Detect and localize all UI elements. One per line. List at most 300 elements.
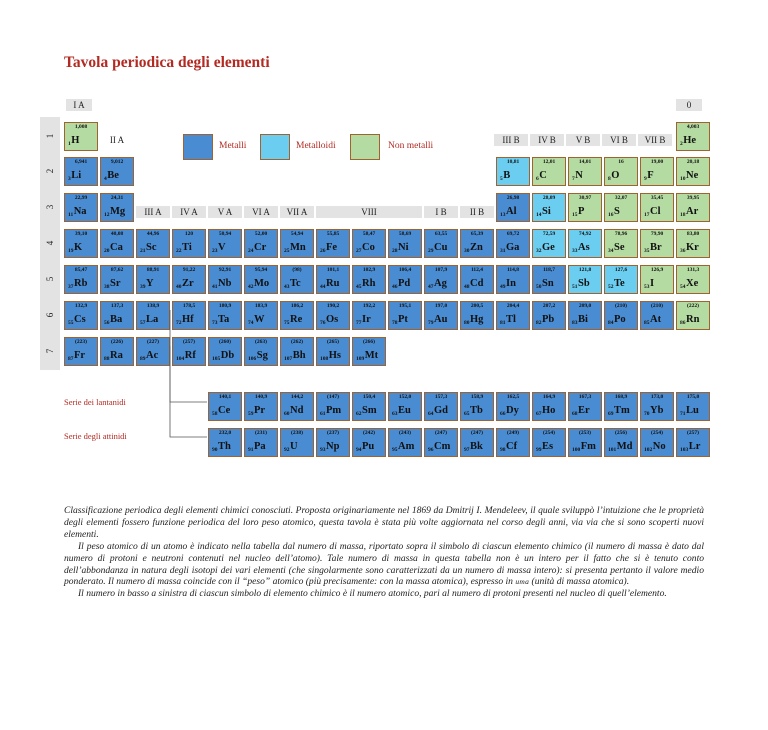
element-symbol-text: Es xyxy=(542,441,554,452)
element-atomic-number: 65 xyxy=(464,411,470,417)
element-mass: 14,01 xyxy=(578,159,592,165)
element-mass: (253) xyxy=(579,430,591,436)
element-atomic-number: 102 xyxy=(644,447,653,453)
element-atomic-number: 13 xyxy=(500,212,506,218)
element-symbol-text: U xyxy=(290,441,298,452)
element-atomic-number: 17 xyxy=(644,212,650,218)
element-mass: 132,9 xyxy=(74,303,88,309)
element-mass: 35,45 xyxy=(650,195,664,201)
element-atomic-number: 40 xyxy=(176,284,182,290)
element-mass: 157,3 xyxy=(434,394,448,400)
group-header-ivb: IV B xyxy=(530,134,564,146)
element-mass: 150,4 xyxy=(362,394,376,400)
element-symbol-text: Cs xyxy=(74,314,86,325)
element-mass: (265) xyxy=(327,339,339,345)
element-atomic-number: 31 xyxy=(500,248,506,254)
element-atomic-number: 76 xyxy=(320,320,326,326)
element-atomic-number: 84 xyxy=(608,320,614,326)
element-atomic-number: 19 xyxy=(68,248,74,254)
element-mass: (238) xyxy=(291,430,303,436)
element-symbol-text: Tm xyxy=(614,405,630,416)
element-symbol-text: Hf xyxy=(182,314,194,325)
group-header-iiib: III B xyxy=(494,134,528,146)
element-mass: 137,3 xyxy=(110,303,124,309)
element-mass: 197,0 xyxy=(434,303,448,309)
element-atomic-number: 30 xyxy=(464,248,470,254)
element-mass: 30,97 xyxy=(578,195,592,201)
element-atomic-number: 87 xyxy=(68,356,74,362)
element-atomic-number: 80 xyxy=(464,320,470,326)
element-symbol-text: Hs xyxy=(328,350,342,361)
caption-paragraph-1: Classificazione periodica degli elementi chimici conosciuti. Proposta originariamente nel 1869 da Dmitrij I. Mendeleev, il quale sviluppò l’intuizione che le proprietà degli elementi fossero funzione periodica del loro peso atomico, questa tavola è stata più volte aggiornata nel corso degli anni, via via che si sono scoperti nuovi elementi. xyxy=(64,505,704,540)
element-symbol-text: Ra xyxy=(110,350,123,361)
element-atomic-number: 94 xyxy=(356,447,362,453)
element-symbol-text: Bi xyxy=(578,314,588,325)
element-mass: 58,47 xyxy=(362,231,376,237)
element-mass: (247) xyxy=(471,430,483,436)
element-symbol-text: Pu xyxy=(362,441,375,452)
element-atomic-number: 29 xyxy=(428,248,434,254)
element-symbol-text: Np xyxy=(326,441,340,452)
element-symbol-text: Na xyxy=(73,206,87,217)
element-symbol-text: Fr xyxy=(74,350,86,361)
element-atomic-number: 33 xyxy=(572,248,578,254)
element-mass: 195,1 xyxy=(398,303,412,309)
element-mass: (226) xyxy=(111,339,123,345)
element-atomic-number: 92 xyxy=(284,447,290,453)
element-atomic-number: 63 xyxy=(392,411,398,417)
element-atomic-number: 103 xyxy=(680,447,689,453)
element-mass: 10,81 xyxy=(506,159,520,165)
element-mass: 85,47 xyxy=(74,267,88,273)
element-mass: 52,00 xyxy=(254,231,268,237)
element-atomic-number: 28 xyxy=(392,248,398,254)
element-mass: 72,59 xyxy=(542,231,556,237)
group-header-viii: VIII xyxy=(316,206,422,218)
element-symbol-text: Be xyxy=(107,170,119,181)
element-atomic-number: 73 xyxy=(212,320,218,326)
element-symbol-text: K xyxy=(74,242,83,253)
element-atomic-number: 16 xyxy=(608,212,614,218)
element-atomic-number: 69 xyxy=(608,411,614,417)
element-symbol-text: Pb xyxy=(542,314,555,325)
element-symbol-text: V xyxy=(218,242,226,253)
element-atomic-number: 44 xyxy=(320,284,326,290)
element-symbol-text: Ni xyxy=(398,242,409,253)
element-symbol-text: W xyxy=(254,314,265,325)
element-symbol-text: Mg xyxy=(110,206,126,217)
element-symbol-text: Ru xyxy=(326,278,340,289)
element-mass: 164,9 xyxy=(542,394,556,400)
element-atomic-number: 7 xyxy=(572,176,575,182)
element-symbol-text: Mn xyxy=(290,242,306,253)
element-symbol-text: Zr xyxy=(182,278,194,289)
element-mass: 140,1 xyxy=(218,394,232,400)
element-atomic-number: 82 xyxy=(536,320,542,326)
element-symbol-text: Po xyxy=(614,314,626,325)
element-mass: (210) xyxy=(615,303,627,309)
element-mass: 22,99 xyxy=(74,195,88,201)
element-mass: 180,9 xyxy=(218,303,232,309)
element-mass: 1,008 xyxy=(74,124,88,130)
element-symbol-text: B xyxy=(503,170,511,181)
element-mass: 87,62 xyxy=(110,267,124,273)
element-symbol-text: Pa xyxy=(254,441,266,452)
element-symbol-text: Ir xyxy=(362,314,371,325)
element-mass: (266) xyxy=(363,339,375,345)
element-atomic-number: 52 xyxy=(608,284,614,290)
element-atomic-number: 89 xyxy=(140,356,146,362)
element-mass: (98) xyxy=(292,267,302,273)
element-symbol-text: Ag xyxy=(434,278,447,289)
element-mass: (223) xyxy=(75,339,87,345)
element-mass: 140,9 xyxy=(254,394,268,400)
element-mass: 20,18 xyxy=(686,159,700,165)
element-atomic-number: 34 xyxy=(608,248,614,254)
element-atomic-number: 55 xyxy=(68,320,74,326)
element-symbol-text: Rn xyxy=(686,314,700,325)
element-mass: 39,95 xyxy=(686,195,700,201)
element-mass: 190,2 xyxy=(326,303,340,309)
element-mass: (231) xyxy=(255,430,267,436)
element-mass: (242) xyxy=(363,430,375,436)
element-mass: 92,91 xyxy=(218,267,232,273)
element-symbol-text: Br xyxy=(650,242,662,253)
element-symbol-text: La xyxy=(146,314,159,325)
element-atomic-number: 83 xyxy=(572,320,578,326)
element-atomic-number: 56 xyxy=(104,320,110,326)
element-mass: (243) xyxy=(399,430,411,436)
element-symbol-text: Yb xyxy=(650,405,664,416)
element-mass: (254) xyxy=(543,430,555,436)
element-atomic-number: 24 xyxy=(248,248,254,254)
element-symbol-text: Xe xyxy=(686,278,699,289)
element-atomic-number: 11 xyxy=(68,212,74,218)
element-mass: 162,5 xyxy=(506,394,520,400)
element-mass: 4,003 xyxy=(686,124,700,130)
group-header-viia: VII A xyxy=(280,206,314,218)
group-header-iiia: III A xyxy=(136,206,170,218)
element-atomic-number: 60 xyxy=(284,411,290,417)
element-symbol-text: Ce xyxy=(218,405,231,416)
element-symbol-text: Co xyxy=(362,242,375,253)
element-atomic-number: 20 xyxy=(104,248,110,254)
element-symbol-text: Tb xyxy=(470,405,483,416)
group-header-vib: VI B xyxy=(602,134,636,146)
element-mass: 79,90 xyxy=(650,231,664,237)
element-atomic-number: 59 xyxy=(248,411,254,417)
element-atomic-number: 90 xyxy=(212,447,218,453)
element-mass: 9,012 xyxy=(110,159,124,165)
element-symbol-text: Y xyxy=(146,278,154,289)
element-symbol-text: Ac xyxy=(146,350,159,361)
element-symbol-text: Pm xyxy=(326,405,342,416)
caption-paragraph-2: Il peso atomico di un atomo è indicato nella tabella dal numero di massa, riportato sopra il simbolo di ciascun elemento chimico (il numero di massa è dato dal numero di protoni e neutroni contenuti nel nucleo dell’atomo). Tale numero di massa in questa tabella non è un intero per il fatto che si è tenuto conto dell’abbondanza in natura degli isotopi dei vari elementi (che singolarmente sono caratterizzati da un numero di massa intero): si presenta pertanto il valore medio ponderato. Il numero di massa coincide con il “peso” atomico (più precisamente: con la massa atomica), espresso in uma (unità di massa atomica). xyxy=(64,540,704,588)
row-label-7: 7 xyxy=(40,332,60,370)
element-mass: 40,08 xyxy=(110,231,124,237)
element-symbol-text: Ne xyxy=(686,170,699,181)
element-symbol-text: F xyxy=(647,170,654,181)
element-mass: 54,94 xyxy=(290,231,304,237)
element-mass: 26,98 xyxy=(506,195,520,201)
element-atomic-number: 78 xyxy=(392,320,398,326)
element-mass: 50,94 xyxy=(218,231,232,237)
element-atomic-number: 81 xyxy=(500,320,506,326)
element-symbol-text: Mt xyxy=(364,350,379,361)
element-atomic-number: 3 xyxy=(68,176,71,182)
element-atomic-number: 107 xyxy=(284,356,293,362)
element-symbol-text: H xyxy=(71,135,80,146)
element-symbol-text: Hg xyxy=(470,314,484,325)
element-symbol-text: Li xyxy=(71,170,82,181)
element-mass: 24,31 xyxy=(110,195,124,201)
element-symbol-text: Pr xyxy=(254,405,266,416)
element-atomic-number: 36 xyxy=(680,248,686,254)
element-atomic-number: 93 xyxy=(320,447,326,453)
element-atomic-number: 22 xyxy=(176,248,182,254)
element-symbol-text: S xyxy=(614,206,620,217)
element-atomic-number: 15 xyxy=(572,212,578,218)
element-mass: 120 xyxy=(184,231,194,237)
element-atomic-number: 48 xyxy=(464,284,470,290)
element-symbol-text: Pt xyxy=(398,314,408,325)
element-mass: 39,10 xyxy=(74,231,88,237)
group-header-0: 0 xyxy=(676,99,702,111)
element-symbol-text: Ho xyxy=(542,405,556,416)
element-atomic-number: 91 xyxy=(248,447,254,453)
element-mass: (257) xyxy=(687,430,699,436)
element-mass: 114,8 xyxy=(506,267,520,273)
element-symbol-text: Mo xyxy=(254,278,270,289)
row-label-5: 5 xyxy=(40,260,60,298)
element-symbol-text: Eu xyxy=(398,405,411,416)
element-mass: 101,1 xyxy=(326,267,340,273)
element-mass: 232,0 xyxy=(218,430,232,436)
element-symbol-text: Al xyxy=(506,206,517,217)
element-atomic-number: 71 xyxy=(680,411,686,417)
element-mass: 168,9 xyxy=(614,394,628,400)
legend-nonmetal-label: Non metalli xyxy=(388,141,434,151)
element-mass: 12,01 xyxy=(542,159,556,165)
element-symbol-text: Am xyxy=(398,441,415,452)
group-header-iib: II B xyxy=(460,206,494,218)
element-symbol-text: Bk xyxy=(470,441,483,452)
element-mass: (222) xyxy=(687,303,699,309)
element-symbol-text: Cr xyxy=(254,242,267,253)
group-header-viib: VII B xyxy=(638,134,672,146)
element-symbol-text: Sn xyxy=(542,278,554,289)
element-mass: 69,72 xyxy=(506,231,520,237)
element-symbol-text: Rb xyxy=(74,278,88,289)
element-atomic-number: 41 xyxy=(212,284,218,290)
element-mass: 58,69 xyxy=(398,231,412,237)
element-symbol-text: Sb xyxy=(578,278,590,289)
element-mass: 200,5 xyxy=(470,303,484,309)
element-atomic-number: 27 xyxy=(356,248,362,254)
element-mass: 112,4 xyxy=(470,267,484,273)
element-symbol-text: No xyxy=(652,441,666,452)
element-mass: 127,6 xyxy=(614,267,628,273)
element-atomic-number: 4 xyxy=(104,176,107,182)
element-mass: 207,2 xyxy=(542,303,556,309)
element-mass: 19,00 xyxy=(650,159,664,165)
group-header-via: VI A xyxy=(244,206,278,218)
element-symbol-text: Db xyxy=(220,350,235,361)
group-header-ia: I A xyxy=(66,99,92,111)
element-atomic-number: 43 xyxy=(284,284,290,290)
element-symbol-text: Ge xyxy=(542,242,555,253)
element-symbol-text: Lu xyxy=(686,405,699,416)
element-symbol-text: Ca xyxy=(110,242,123,253)
series-label-lanthanides: Serie dei lantanidi xyxy=(64,397,126,407)
element-symbol-text: Te xyxy=(614,278,625,289)
group-header-iia: II A xyxy=(109,135,125,145)
element-mass: 173,0 xyxy=(650,394,664,400)
element-mass: 44,96 xyxy=(146,231,160,237)
element-mass: 209,0 xyxy=(578,303,592,309)
element-symbol-text: Os xyxy=(326,314,339,325)
element-mass: 121,8 xyxy=(578,267,592,273)
element-atomic-number: 97 xyxy=(464,447,470,453)
element-atomic-number: 21 xyxy=(140,248,146,254)
element-symbol-text: Ar xyxy=(686,206,699,217)
element-atomic-number: 37 xyxy=(68,284,74,290)
element-atomic-number: 46 xyxy=(392,284,398,290)
element-mass: (256) xyxy=(615,430,627,436)
element-mass: 138,9 xyxy=(146,303,160,309)
element-symbol-text: N xyxy=(575,170,583,181)
element-symbol-text: Md xyxy=(616,441,633,452)
element-mass: 183,9 xyxy=(254,303,268,309)
element-symbol-text: Ga xyxy=(506,242,520,253)
element-symbol-text: Nd xyxy=(290,405,304,416)
element-atomic-number: 61 xyxy=(320,411,326,417)
element-symbol-text: Au xyxy=(434,314,448,325)
element-mass: (210) xyxy=(651,303,663,309)
element-mass: 65,39 xyxy=(470,231,484,237)
row-label-6: 6 xyxy=(40,296,60,334)
group-header-va: V A xyxy=(208,206,242,218)
element-atomic-number: 42 xyxy=(248,284,254,290)
element-atomic-number: 62 xyxy=(356,411,362,417)
element-atomic-number: 23 xyxy=(212,248,218,254)
element-atomic-number: 9 xyxy=(644,176,647,182)
element-symbol-text: C xyxy=(539,170,547,181)
element-mass: 6,941 xyxy=(74,159,88,165)
element-symbol-text: At xyxy=(650,314,662,325)
element-mass: 28,09 xyxy=(542,195,556,201)
element-symbol-text: He xyxy=(683,135,697,146)
element-mass: 16 xyxy=(618,159,624,165)
element-mass: 186,2 xyxy=(290,303,304,309)
element-symbol-text: Tc xyxy=(290,278,301,289)
element-mass: 167,3 xyxy=(578,394,592,400)
element-atomic-number: 57 xyxy=(140,320,146,326)
element-mass: (260) xyxy=(219,339,231,345)
element-symbol-text: Cl xyxy=(650,206,661,217)
element-symbol-text: I xyxy=(650,278,655,289)
element-mass: (262) xyxy=(291,339,303,345)
element-mass: 88,91 xyxy=(146,267,160,273)
element-symbol-text: Th xyxy=(218,441,231,452)
element-atomic-number: 6 xyxy=(536,176,539,182)
row-label-2: 2 xyxy=(40,152,60,190)
element-atomic-number: 108 xyxy=(320,356,329,362)
element-atomic-number: 70 xyxy=(644,411,650,417)
element-mass: 144,2 xyxy=(290,394,304,400)
row-label-1: 1 xyxy=(40,117,60,155)
element-atomic-number: 38 xyxy=(104,284,110,290)
element-mass: 126,9 xyxy=(650,267,664,273)
element-atomic-number: 50 xyxy=(536,284,542,290)
element-atomic-number: 96 xyxy=(428,447,434,453)
element-symbol-text: Dy xyxy=(506,405,519,416)
element-atomic-number: 47 xyxy=(428,284,434,290)
element-atomic-number: 88 xyxy=(104,356,110,362)
element-symbol-text: Sg xyxy=(256,350,268,361)
element-mass: 152,0 xyxy=(398,394,412,400)
element-symbol-text: Sc xyxy=(146,242,157,253)
element-symbol-text: Cm xyxy=(434,441,451,452)
element-mass: 63,55 xyxy=(434,231,448,237)
element-symbol-text: Cu xyxy=(434,242,448,253)
element-symbol-text: Cf xyxy=(506,441,518,452)
element-atomic-number: 12 xyxy=(104,212,110,218)
element-mass: 74,92 xyxy=(578,231,592,237)
element-atomic-number: 18 xyxy=(680,212,686,218)
element-atomic-number: 35 xyxy=(644,248,650,254)
element-symbol-text: Nb xyxy=(218,278,232,289)
element-symbol-text: Pd xyxy=(398,278,411,289)
element-symbol-text: Se xyxy=(614,242,625,253)
element-mass: 107,9 xyxy=(434,267,448,273)
element-atomic-number: 2 xyxy=(680,141,683,147)
element-symbol-text: Si xyxy=(542,206,551,217)
element-symbol-text: Er xyxy=(578,405,590,416)
group-header-iva: IV A xyxy=(172,206,206,218)
element-atomic-number: 74 xyxy=(248,320,254,326)
element-mass: 83,80 xyxy=(686,231,700,237)
element-mass: 55,85 xyxy=(326,231,340,237)
element-mass: 175,0 xyxy=(686,394,700,400)
element-atomic-number: 106 xyxy=(248,356,257,362)
group-header-vb: V B xyxy=(566,134,600,146)
element-atomic-number: 68 xyxy=(572,411,578,417)
caption-paragraph-3: Il numero in basso a sinistra di ciascun simbolo di elemento chimico è il numero atomico, pari al numero di protoni presenti nel nucleo di quell’elemento. xyxy=(78,588,667,600)
element-symbol-text: Cd xyxy=(470,278,484,289)
element-atomic-number: 67 xyxy=(536,411,542,417)
legend-metalloid-label: Metalloidi xyxy=(296,141,336,151)
element-mass: 131,3 xyxy=(686,267,700,273)
element-atomic-number: 49 xyxy=(500,284,506,290)
element-symbol-text: Ti xyxy=(182,242,192,253)
element-mass: 91,22 xyxy=(182,267,196,273)
element-atomic-number: 53 xyxy=(644,284,650,290)
element-mass: 204,4 xyxy=(506,303,520,309)
element-mass: 192,2 xyxy=(362,303,376,309)
element-symbol-text: O xyxy=(611,170,620,181)
element-atomic-number: 8 xyxy=(608,176,611,182)
element-symbol-text: As xyxy=(578,242,590,253)
element-atomic-number: 66 xyxy=(500,411,506,417)
element-atomic-number: 95 xyxy=(392,447,398,453)
element-mass: (263) xyxy=(255,339,267,345)
caption xyxy=(64,505,704,600)
element-symbol-text: Ta xyxy=(218,314,230,325)
element-symbol-text: Bh xyxy=(292,350,306,361)
element-atomic-number: 10 xyxy=(680,176,686,182)
element-mass: 106,4 xyxy=(398,267,412,273)
